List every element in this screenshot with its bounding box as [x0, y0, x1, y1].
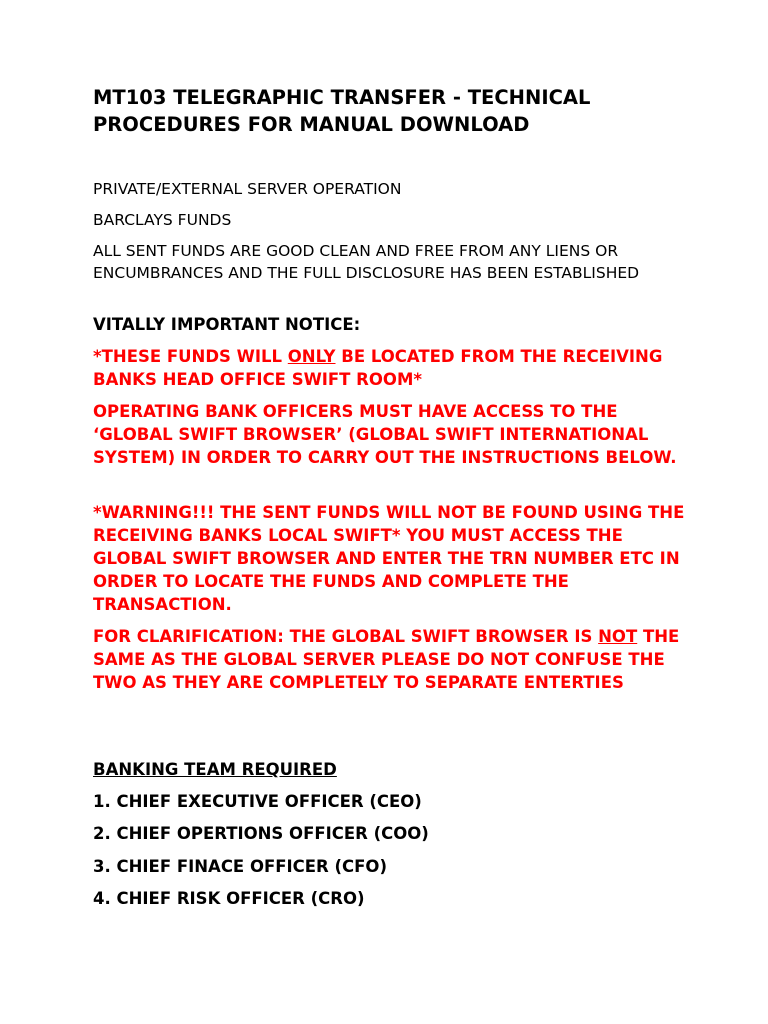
- emphasis-underline: NOT: [598, 627, 638, 646]
- emphasis-underline: ONLY: [287, 347, 336, 366]
- notice-text: THE SAME AS THE GLOBAL SERVER PLEASE DO NOT CONFUSE THE TWO AS THEY ARE COMPLETELY TO SEPARATE ENTERTIES: [93, 627, 680, 692]
- notice-paragraph-warning: *WARNING!!! THE SENT FUNDS WILL NOT BE FOUND USING THE RECEIVING BANKS LOCAL SWIFT* YOU MUST ACCESS THE GLOBAL SWIFT BROWSER AND ENTER THE TRN NUMBER ETC IN ORDER TO LOCATE THE FUNDS AND COMPLETE THE TRANSACTION.: [93, 503, 685, 614]
- operation-line: PRIVATE/EXTERNAL SERVER OPERATION: [93, 180, 402, 198]
- funds-line: BARCLAYS FUNDS: [93, 211, 232, 229]
- notice-paragraph-clarification: [93, 625, 693, 694]
- notice-paragraph-location: [93, 345, 693, 391]
- team-heading: BANKING TEAM REQUIRED: [93, 760, 337, 779]
- notice-heading: VITALLY IMPORTANT NOTICE:: [93, 315, 361, 334]
- notice-text: BE LOCATED FROM THE RECEIVING BANKS HEAD OFFICE SWIFT ROOM*: [93, 347, 663, 389]
- document-title: MT103 TELEGRAPHIC TRANSFER - TECHNICAL PROCEDURES FOR MANUAL DOWNLOAD: [93, 86, 591, 136]
- notice-text: FOR CLARIFICATION: THE GLOBAL SWIFT BROWSER IS: [93, 627, 599, 646]
- team-item-cfo: 3. CHIEF FINACE OFFICER (CFO): [93, 857, 387, 876]
- notice-text: *THESE FUNDS WILL: [93, 347, 288, 366]
- clean-funds-paragraph: ALL SENT FUNDS ARE GOOD CLEAN AND FREE FROM ANY LIENS OR ENCUMBRANCES AND THE FULL DISCLOSURE HAS BEEN ESTABLISHED: [93, 242, 640, 282]
- notice-paragraph-access: OPERATING BANK OFFICERS MUST HAVE ACCESS TO THE ‘GLOBAL SWIFT BROWSER’ (GLOBAL SWIFT INTERNATIONAL SYSTEM) IN ORDER TO CARRY OUT THE INSTRUCTIONS BELOW.: [93, 402, 677, 467]
- team-item-cro: 4. CHIEF RISK OFFICER (CRO): [93, 889, 365, 908]
- team-item-coo: 2. CHIEF OPERTIONS OFFICER (COO): [93, 824, 429, 843]
- team-item-ceo: 1. CHIEF EXECUTIVE OFFICER (CEO): [93, 792, 422, 811]
